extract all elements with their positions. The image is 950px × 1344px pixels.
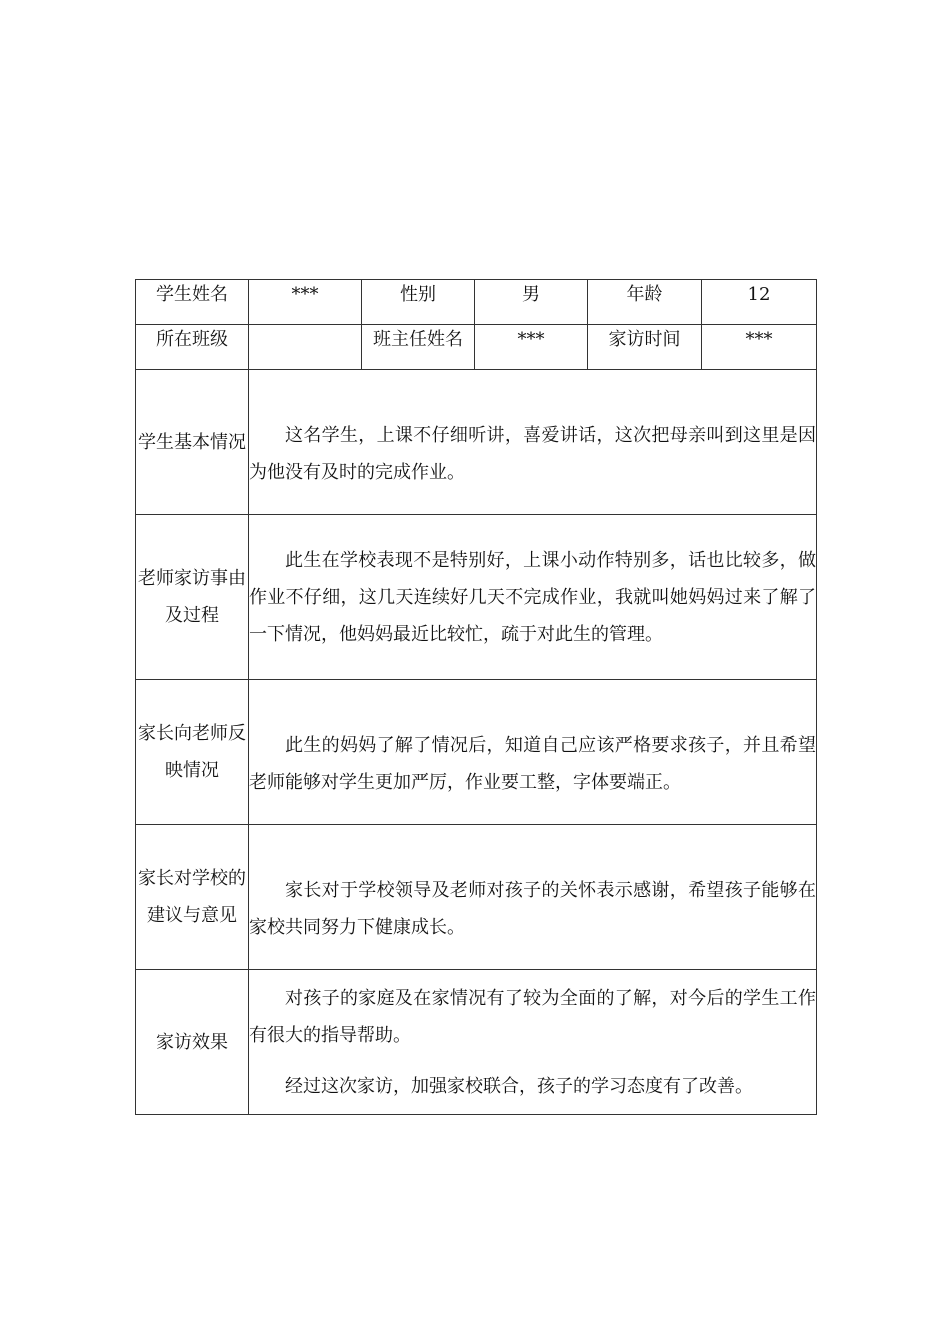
parent-feedback-paragraph: 此生的妈妈了解了情况后，知道自己应该严格要求孩子，并且希望老师能够对学生更加严厉，作业要工整，字体要端正。 — [249, 734, 816, 793]
visit-time-value: *** — [702, 325, 817, 370]
parent-suggestions-row — [136, 825, 817, 970]
parent-suggestions-label: 家长对学校的建议与意见 — [136, 825, 249, 970]
age-value: 12 — [702, 280, 817, 325]
visit-time-label: 家访时间 — [588, 325, 702, 370]
parent-feedback-label: 家长向老师反映情况 — [136, 680, 249, 825]
parent-suggestions-content — [249, 825, 817, 970]
visit-effect-content — [249, 970, 817, 1115]
parent-feedback-row — [136, 680, 817, 825]
basic-info-paragraph: 这名学生，上课不仔细听讲，喜爱讲话，这次把母亲叫到这里是因为他没有及时的完成作业。 — [249, 424, 816, 483]
parent-suggestions-paragraph: 家长对于学校领导及老师对孩子的关怀表示感谢，希望孩子能够在家校共同努力下健康成长。 — [249, 879, 816, 938]
home-visit-record-table — [135, 279, 817, 1115]
visit-effect-label: 家访效果 — [136, 970, 249, 1115]
student-name-label: 学生姓名 — [136, 280, 249, 325]
visit-effect-row — [136, 970, 817, 1115]
class-value — [249, 325, 362, 370]
student-name-value: *** — [249, 280, 362, 325]
visit-reason-label: 老师家访事由及过程 — [136, 515, 249, 680]
header-row-2 — [136, 325, 817, 370]
head-teacher-value: *** — [475, 325, 588, 370]
header-row-1 — [136, 280, 817, 325]
visit-reason-paragraph: 此生在学校表现不是特别好，上课小动作特别多，话也比较多，做作业不仔细，这几天连续好几天不完成作业，我就叫她妈妈过来了解了一下情况，他妈妈最近比较忙，疏于对此生的管理。 — [249, 549, 816, 645]
gender-value: 男 — [475, 280, 588, 325]
basic-info-content — [249, 370, 817, 515]
age-label: 年龄 — [588, 280, 702, 325]
visit-effect-paragraph-1: 对孩子的家庭及在家情况有了较为全面的了解，对今后的学生工作有很大的指导帮助。 — [249, 987, 816, 1046]
class-label: 所在班级 — [136, 325, 249, 370]
gender-label: 性别 — [362, 280, 475, 325]
parent-feedback-content — [249, 680, 817, 825]
visit-effect-paragraph-2: 经过这次家访，加强家校联合，孩子的学习态度有了改善。 — [285, 1075, 753, 1097]
head-teacher-label: 班主任姓名 — [362, 325, 475, 370]
basic-info-row — [136, 370, 817, 515]
visit-reason-content — [249, 515, 817, 680]
basic-info-label: 学生基本情况 — [136, 370, 249, 515]
visit-reason-row — [136, 515, 817, 680]
